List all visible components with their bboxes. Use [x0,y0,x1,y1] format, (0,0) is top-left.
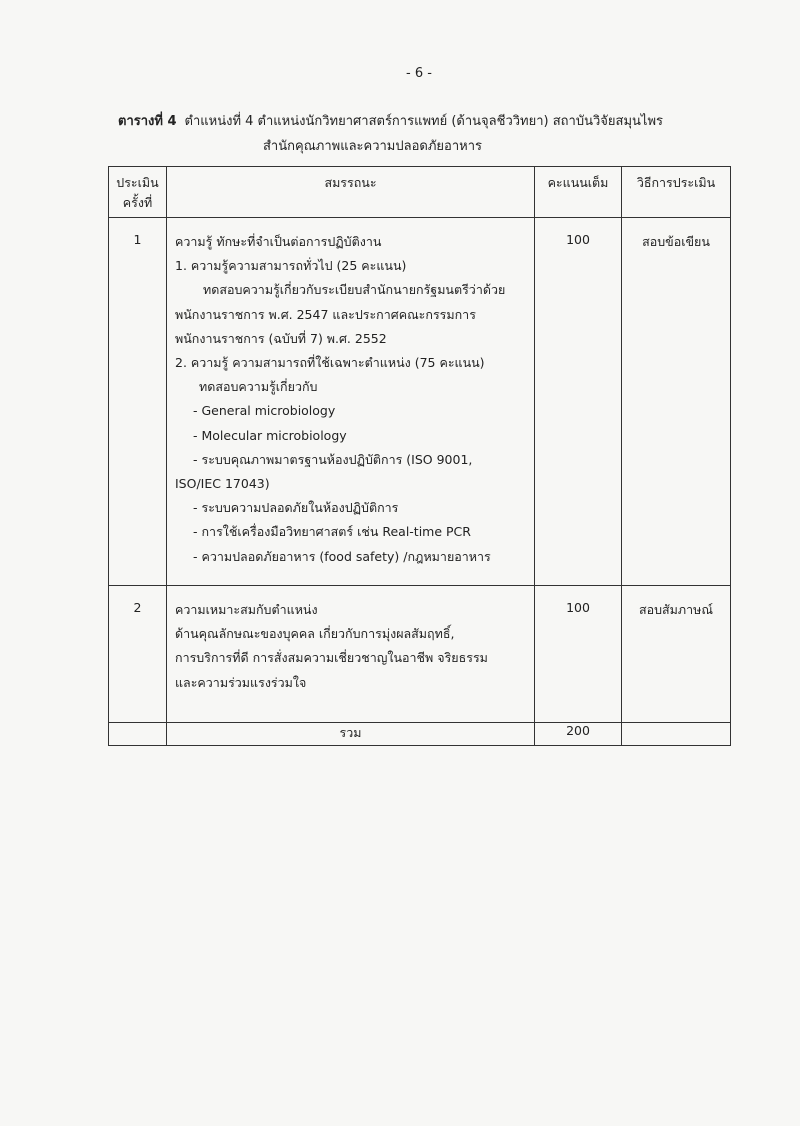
competency-line: การบริการที่ดี การสั่งสมความเชี่ยวชาญในอาชีพ จริยธรรม [175,650,488,666]
header-full-score: คะแนนเต็ม [535,167,622,218]
competency-line: ทดสอบความรู้เกี่ยวกับระเบียบสำนักนายกรัฐมนตรีว่าด้วย [203,282,506,298]
competency-line: พนักงานราชการ (ฉบับที่ 7) พ.ศ. 2552 [175,330,387,346]
score-cell: 100 [535,586,622,723]
competency-line: ความเหมาะสมกับตำแหน่ง [175,602,318,617]
competency-cell [167,218,535,586]
competency-line: - การใช้เครื่องมือวิทยาศาสตร์ เช่น Real-time PCR [193,524,471,540]
competency-line: ทดสอบความรู้เกี่ยวกับ [199,379,318,395]
competency-line: - Molecular microbiology [193,427,347,443]
header-method: วิธีการประเมิน [622,167,731,218]
method-cell: สอบข้อเขียน [622,218,731,586]
competency-line: ความรู้ ทักษะที่จำเป็นต่อการปฏิบัติงาน [175,234,382,249]
table-caption-label: ตารางที่ 4 [118,114,177,129]
table-caption [118,110,758,131]
table-row [109,218,731,586]
competency-line: - ความปลอดภัยอาหาร (food safety) /กฎหมายอาหาร [193,548,491,564]
round-cell: 1 [109,218,167,586]
total-row [109,723,731,746]
competency-line: 1. ความรู้ความสามารถทั่วไป (25 คะแนน) [175,258,407,274]
total-round-cell [109,723,167,746]
total-method-cell [622,723,731,746]
score-cell: 100 [535,218,622,586]
competency-line: และความร่วมแรงร่วมใจ [175,674,307,690]
competency-cell [167,586,535,723]
table-header-row [109,167,731,218]
method-cell: สอบสัมภาษณ์ [622,586,731,723]
evaluation-table [108,166,731,746]
competency-line: พนักงานราชการ พ.ศ. 2547 และประกาศคณะกรรมการ [175,306,476,322]
competency-line: - ระบบความปลอดภัยในห้องปฏิบัติการ [193,500,399,516]
competency-line: - ระบบคุณภาพมาตรฐานห้องปฏิบัติการ (ISO 9001, [193,451,473,467]
table-row [109,586,731,723]
competency-line: ISO/IEC 17043) [175,476,270,492]
header-round-line1: ประเมิน [116,175,159,190]
header-round [109,167,167,218]
competency-line: - General microbiology [193,403,336,419]
table-caption-text: ตำแหน่งที่ 4 ตำแหน่งนักวิทยาศาสตร์การแพทย์ (ด้านจุลชีววิทยา) สถาบันวิจัยสมุนไพร [184,114,664,129]
competency-line: ด้านคุณลักษณะของบุคคล เกี่ยวกับการมุ่งผลสัมฤทธิ์, [175,626,455,642]
total-score: 200 [535,723,622,746]
header-round-line2: ครั้งที่ [122,195,153,210]
header-competency: สมรรถนะ [167,167,535,218]
table-caption-subtitle: สำนักคุณภาพและความปลอดภัยอาหาร [263,139,482,154]
round-cell: 2 [109,586,167,723]
total-label: รวม [167,723,535,746]
page-number: - 6 - [406,66,432,81]
competency-line: 2. ความรู้ ความสามารถที่ใช้เฉพาะตำแหน่ง (75 คะแนน) [175,355,485,371]
